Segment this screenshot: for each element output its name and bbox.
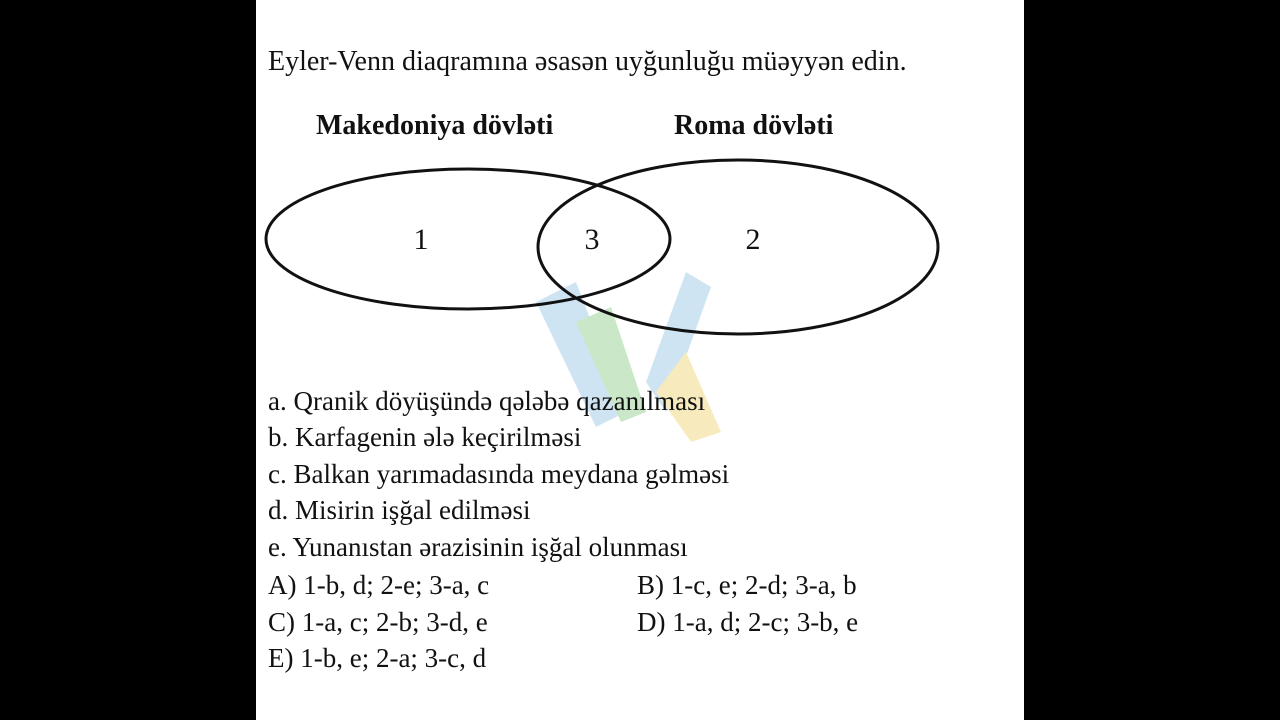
option-b: b. Karfagenin ələ keçirilməsi <box>268 422 582 452</box>
option-e: e. Yunanıstan ərazisinin işğal olunması <box>268 532 688 562</box>
answer-choice-d[interactable]: D) 1-a, d; 2-c; 3-b, e <box>637 607 859 637</box>
region-label-3: 3 <box>584 223 600 256</box>
question-page <box>256 0 1024 720</box>
option-d: d. Misirin işğal edilməsi <box>268 495 531 525</box>
set-ellipse-makedoniya <box>266 169 670 309</box>
option-a: a. Qranik döyüşündə qələbə qazanılması <box>268 386 706 416</box>
region-label-2: 2 <box>745 223 761 256</box>
question-text: Eyler-Venn diaqramına əsasən uyğunluğu müəyyən edin. <box>268 46 907 77</box>
answer-choice-b[interactable]: B) 1-c, e; 2-d; 3-a, b <box>637 570 857 600</box>
answer-choice-e[interactable]: E) 1-b, e; 2-a; 3-c, d <box>268 643 487 673</box>
set-label-makedoniya: Makedoniya dövləti <box>316 110 554 141</box>
answer-choice-c[interactable]: C) 1-a, c; 2-b; 3-d, e <box>268 607 488 637</box>
option-c: c. Balkan yarımadasında meydana gəlməsi <box>268 459 730 489</box>
set-label-roma: Roma dövləti <box>674 110 834 141</box>
venn-diagram <box>256 150 1024 350</box>
answer-choice-a[interactable]: A) 1-b, d; 2-e; 3-a, c <box>268 570 490 600</box>
region-label-1: 1 <box>413 223 429 256</box>
